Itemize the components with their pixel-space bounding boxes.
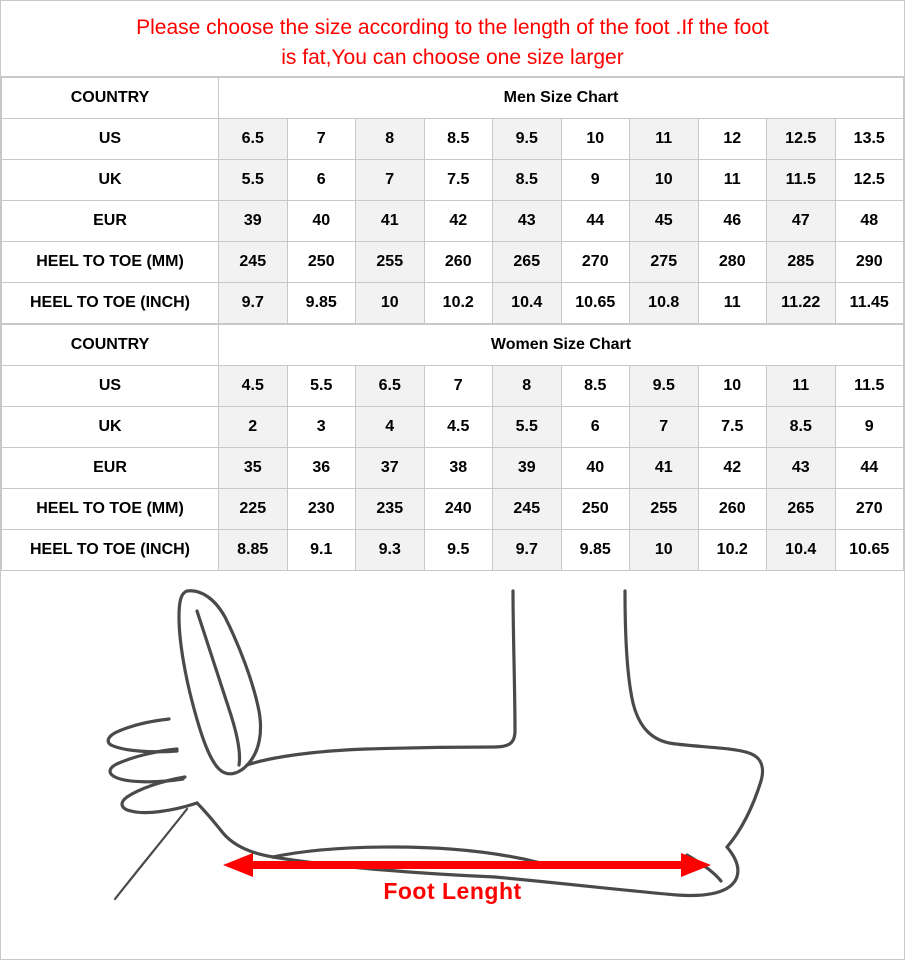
table-cell: 41 [630,448,699,489]
table-cell: 275 [630,242,699,283]
table-cell: 250 [287,242,356,283]
table-header-row [2,78,904,119]
men-table-body [2,78,904,324]
table-cell: 4.5 [424,407,493,448]
table-cell: 40 [561,448,630,489]
table-cell: 7 [424,366,493,407]
table-cell: 10.8 [630,283,699,324]
table-cell: 10 [561,119,630,160]
men-chart-title: Men Size Chart [219,78,904,119]
table-cell: 7.5 [424,160,493,201]
row-label: US [2,119,219,160]
table-row [2,201,904,242]
table-cell: 43 [767,448,836,489]
table-cell: 13.5 [835,119,904,160]
table-cell: 47 [767,201,836,242]
row-label: HEEL TO TOE (MM) [2,242,219,283]
table-cell: 8.5 [493,160,562,201]
table-cell: 38 [424,448,493,489]
table-cell: 11.5 [835,366,904,407]
table-cell: 41 [356,201,425,242]
table-cell: 43 [493,201,562,242]
table-cell: 8 [356,119,425,160]
table-cell: 9.85 [561,530,630,571]
table-row [2,448,904,489]
table-cell: 255 [630,489,699,530]
table-row [2,366,904,407]
foot-outline-svg [1,571,904,919]
table-cell: 9.7 [493,530,562,571]
table-row [2,489,904,530]
table-cell: 10.65 [561,283,630,324]
table-cell: 9 [561,160,630,201]
country-header: COUNTRY [2,325,219,366]
table-cell: 9.5 [630,366,699,407]
table-cell: 3 [287,407,356,448]
table-cell: 6 [287,160,356,201]
table-cell: 10.4 [767,530,836,571]
table-cell: 7 [356,160,425,201]
table-cell: 9.5 [424,530,493,571]
table-cell: 11 [698,160,767,201]
table-cell: 225 [219,489,288,530]
table-cell: 9.1 [287,530,356,571]
table-row [2,407,904,448]
table-cell: 250 [561,489,630,530]
foot-outline-paths [108,591,762,899]
table-cell: 230 [287,489,356,530]
table-header-row [2,325,904,366]
notice-banner [1,1,904,77]
table-cell: 42 [424,201,493,242]
women-table-body [2,325,904,571]
table-cell: 35 [219,448,288,489]
table-cell: 10 [630,530,699,571]
table-cell: 11.5 [767,160,836,201]
table-cell: 9.7 [219,283,288,324]
table-cell: 255 [356,242,425,283]
table-cell: 245 [493,489,562,530]
foot-length-arrow [223,853,711,877]
men-size-table [1,77,904,324]
table-cell: 6.5 [219,119,288,160]
table-cell: 290 [835,242,904,283]
women-chart-title: Women Size Chart [219,325,904,366]
table-cell: 5.5 [287,366,356,407]
table-cell: 4 [356,407,425,448]
table-row [2,119,904,160]
table-cell: 6 [561,407,630,448]
table-cell: 10.65 [835,530,904,571]
row-label: US [2,366,219,407]
notice-line-1: Please choose the size according to the length of the foot .If the foot [136,16,769,39]
table-cell: 9.5 [493,119,562,160]
table-cell: 11.22 [767,283,836,324]
table-cell: 45 [630,201,699,242]
women-size-table [1,324,904,571]
table-cell: 5.5 [493,407,562,448]
row-label: UK [2,407,219,448]
table-cell: 4.5 [219,366,288,407]
table-cell: 11 [698,283,767,324]
table-row [2,530,904,571]
table-cell: 8.85 [219,530,288,571]
table-cell: 8.5 [767,407,836,448]
table-cell: 7 [630,407,699,448]
table-cell: 44 [835,448,904,489]
table-cell: 11 [767,366,836,407]
foot-length-diagram [1,571,904,919]
table-cell: 8.5 [561,366,630,407]
table-cell: 235 [356,489,425,530]
table-cell: 285 [767,242,836,283]
row-label: HEEL TO TOE (INCH) [2,283,219,324]
table-row [2,242,904,283]
table-cell: 10.4 [493,283,562,324]
table-cell: 8.5 [424,119,493,160]
table-cell: 42 [698,448,767,489]
table-cell: 10.2 [424,283,493,324]
table-cell: 10 [630,160,699,201]
table-cell: 9.3 [356,530,425,571]
table-cell: 245 [219,242,288,283]
table-cell: 39 [219,201,288,242]
table-cell: 265 [493,242,562,283]
table-cell: 5.5 [219,160,288,201]
table-cell: 10 [698,366,767,407]
row-label: UK [2,160,219,201]
table-cell: 9.85 [287,283,356,324]
table-cell: 37 [356,448,425,489]
row-label: HEEL TO TOE (INCH) [2,530,219,571]
table-cell: 48 [835,201,904,242]
table-cell: 6.5 [356,366,425,407]
row-label: EUR [2,448,219,489]
table-row [2,160,904,201]
table-cell: 40 [287,201,356,242]
notice-line-2: is fat,You can choose one size larger [281,46,624,69]
table-cell: 240 [424,489,493,530]
table-cell: 36 [287,448,356,489]
table-cell: 12 [698,119,767,160]
table-cell: 12.5 [835,160,904,201]
table-cell: 280 [698,242,767,283]
country-header: COUNTRY [2,78,219,119]
table-cell: 44 [561,201,630,242]
table-cell: 10.2 [698,530,767,571]
row-label: HEEL TO TOE (MM) [2,489,219,530]
table-cell: 39 [493,448,562,489]
table-cell: 265 [767,489,836,530]
foot-length-label: Foot Lenght [383,878,522,904]
row-label: EUR [2,201,219,242]
table-cell: 46 [698,201,767,242]
table-cell: 270 [561,242,630,283]
table-cell: 260 [424,242,493,283]
table-cell: 10 [356,283,425,324]
table-cell: 12.5 [767,119,836,160]
table-cell: 11 [630,119,699,160]
table-row [2,283,904,324]
table-cell: 260 [698,489,767,530]
table-cell: 270 [835,489,904,530]
table-cell: 7 [287,119,356,160]
table-cell: 2 [219,407,288,448]
table-cell: 11.45 [835,283,904,324]
table-cell: 9 [835,407,904,448]
table-cell: 8 [493,366,562,407]
table-cell: 7.5 [698,407,767,448]
